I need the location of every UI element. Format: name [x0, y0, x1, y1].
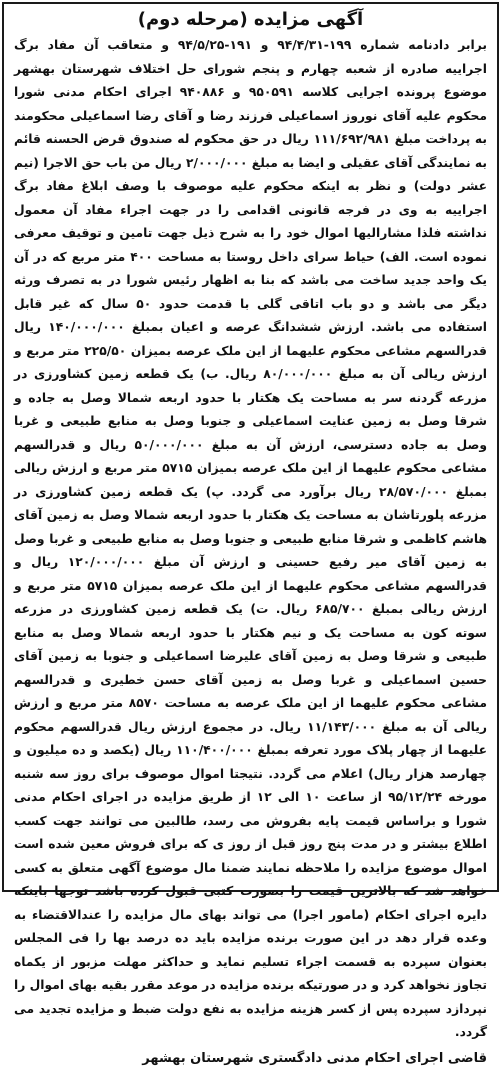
- notice-body: برابر دادنامه شماره ۱۹۹-۹۴/۴/۳۱ و ۱۹۱-۹۴/۵/۲۵ و متعاقب آن مفاد برگ اجراییه صادره از شعبه چهارم و پنجم شورای حل اختلاف شهرستان بهشهر موضوع پرونده اجرایی کلاسه ۹۵۰۵۹۱ و ۹۴۰۸۸۶ اجرای احکام مدنی شورا محکوم علیه آقای نوروز اسماعیلی فرزند رضا و آقای رضا اسماعیلی محکومند به پرداخت مبلغ ۱۱۱/۶۹۲/۹۸۱ ریال در حق محکوم له صندوق قرض الحسنه قائم به نمایندگی آقای عقیلی و ایضا به مبلغ ۲/۰۰۰/۰۰۰ ریال من باب حق الاجرا (نیم عشر دولت) و نظر به اینکه محکوم علیه موصوف با وصف ابلاغ مفاد برگ اجراییه به وی در فرجه قانونی اقدامی را در جهت اجراء مفاد آن معمول نداشته فلذا مشارالیها اموال خود را به شرح ذیل جهت تامین و توقیف معرفی نموده است. الف) حیاط سرای داخل روستا به مساحت ۴۰۰ متر مربع که در آن یک واحد جدید ساخت می باشد که بنا به اظهار رئیس شورا در به تصرف ورثه دیگر می باشد و دو باب اتاقی گلی با قدمت حدود ۵۰ سال که غیر قابل استفاده می باشد. ارزش ششدانگ عرصه و اعیان بمبلغ ۱۴۰/۰۰۰/۰۰۰ ریال قدرالسهم مشاعی محکوم علیهما از این ملک عرصه بمیزان ۲۲۵/۵۰ متر مربع و ارزش ریالی آن به مبلغ ۸۰/۰۰۰/۰۰۰ ریال. ب) یک قطعه زمین کشاورزی در مزرعه گردنه سر به مساحت یک هکتار با حدود اربعه شمالا وصل به جاده و شرقا وصل به زمین عنایت اسماعیلی و جنوبا وصل به منابع طبیعی و غربا وصل به جاده دسترسی، ارزش آن به مبلغ ۵۰/۰۰۰/۰۰۰ ریال و قدرالسهم مشاعی محکوم علیهما از این ملک عرصه بمیزان ۵۷۱۵ متر مربع و ارزش ریالی بمبلغ ۲۸/۵۷۰/۰۰۰ ریال برآورد می گردد. پ) یک قطعه زمین کشاورزی در مزرعه پلورتاشان به مساحت یک هکتار با حدود اربعه شمالا وصل به زمین آقای هاشم کاظمی و شرقا منابع طبیعی و جنوبا وصل به منابع طبیعی و غربا وصل به زمین آقای میر رفیع حسینی و ارزش آن مبلغ ۱۲۰/۰۰۰/۰۰۰ ریال و قدرالسهم مشاعی محکوم علیهما از این ملک عرصه بمیزان ۵۷۱۵ متر مربع و ارزش ریالی بمبلغ ۶۸۵/۷۰۰ ریال. ت) یک قطعه زمین کشاورزی در مزرعه سوته کون به مساحت یک و نیم هکتار با حدود اربعه شمالا وصل به منابع طبیعی و شرقا وصل به زمین آقای علیرضا اسماعیلی و جنوبا به زمین آقای حسین اسماعیلی و غربا وصل به زمین آقای حسن خطیری و قدرالسهم مشاعی محکوم علیهما از این ملک عرصه به مساحت ۸۵۷۰ متر مربع و ارزش ریالی آن به مبلغ ۱۱/۱۴۳/۰۰۰ ریال. در مجموع ارزش ریال قدرالسهم محکوم علیهما از چهار پلاک مورد تعرفه بمبلغ ۱۱۰/۴۰۰/۰۰۰ ریال (یکصد و ده میلیون و چهارصد هزار ریال) اعلام می گردد. نتیجتا اموال موصوف برای روز سه شنبه مورخه ۹۵/۱۲/۲۴ از ساعت ۱۰ الی ۱۲ از طریق مزایده در اجرای احکام مدنی شورا و براساس قیمت پایه بفروش می رسد، طالبین می توانند جهت کسب اطلاع بیشتر و در مدت پنج روز قبل از روز ی که برای فروش معین شده است اموال موضوع مزایده را ملاحظه نمایند ضمنا مال موضوع آگهی متعلق به کسی خواهد شد که بالاترین قیمت را بصورت کتبی قبول کرده باشد توجها باینکه دایره اجرای احکام (مامور اجرا) می تواند بهای مال مزایده را عندالاقتضاء به وعده قرار دهد در این صورت برنده مزایده باید ده درصد بها را فی المجلس بعنوان سپرده به قسمت اجراء تسلیم نماید و حداکثر مهلت مزبور از یکماه تجاوز نخواهد کرد و در صورتیکه برنده مزایده در موعد مقرر بقیه بهای اموال را نپردازد سپرده پس از کسر هزینه مزایده به نفع دولت ضبط و مزایده تجدید می گردد.: [14, 38, 488, 1039]
- notice-signature: قاضی اجرای احکام مدنی دادگستری شهرستان بهشهر: [142, 1050, 487, 1066]
- auction-notice: [2, 2, 499, 1066]
- notice-title: آگهی مزایده (مرحله دوم): [137, 9, 364, 30]
